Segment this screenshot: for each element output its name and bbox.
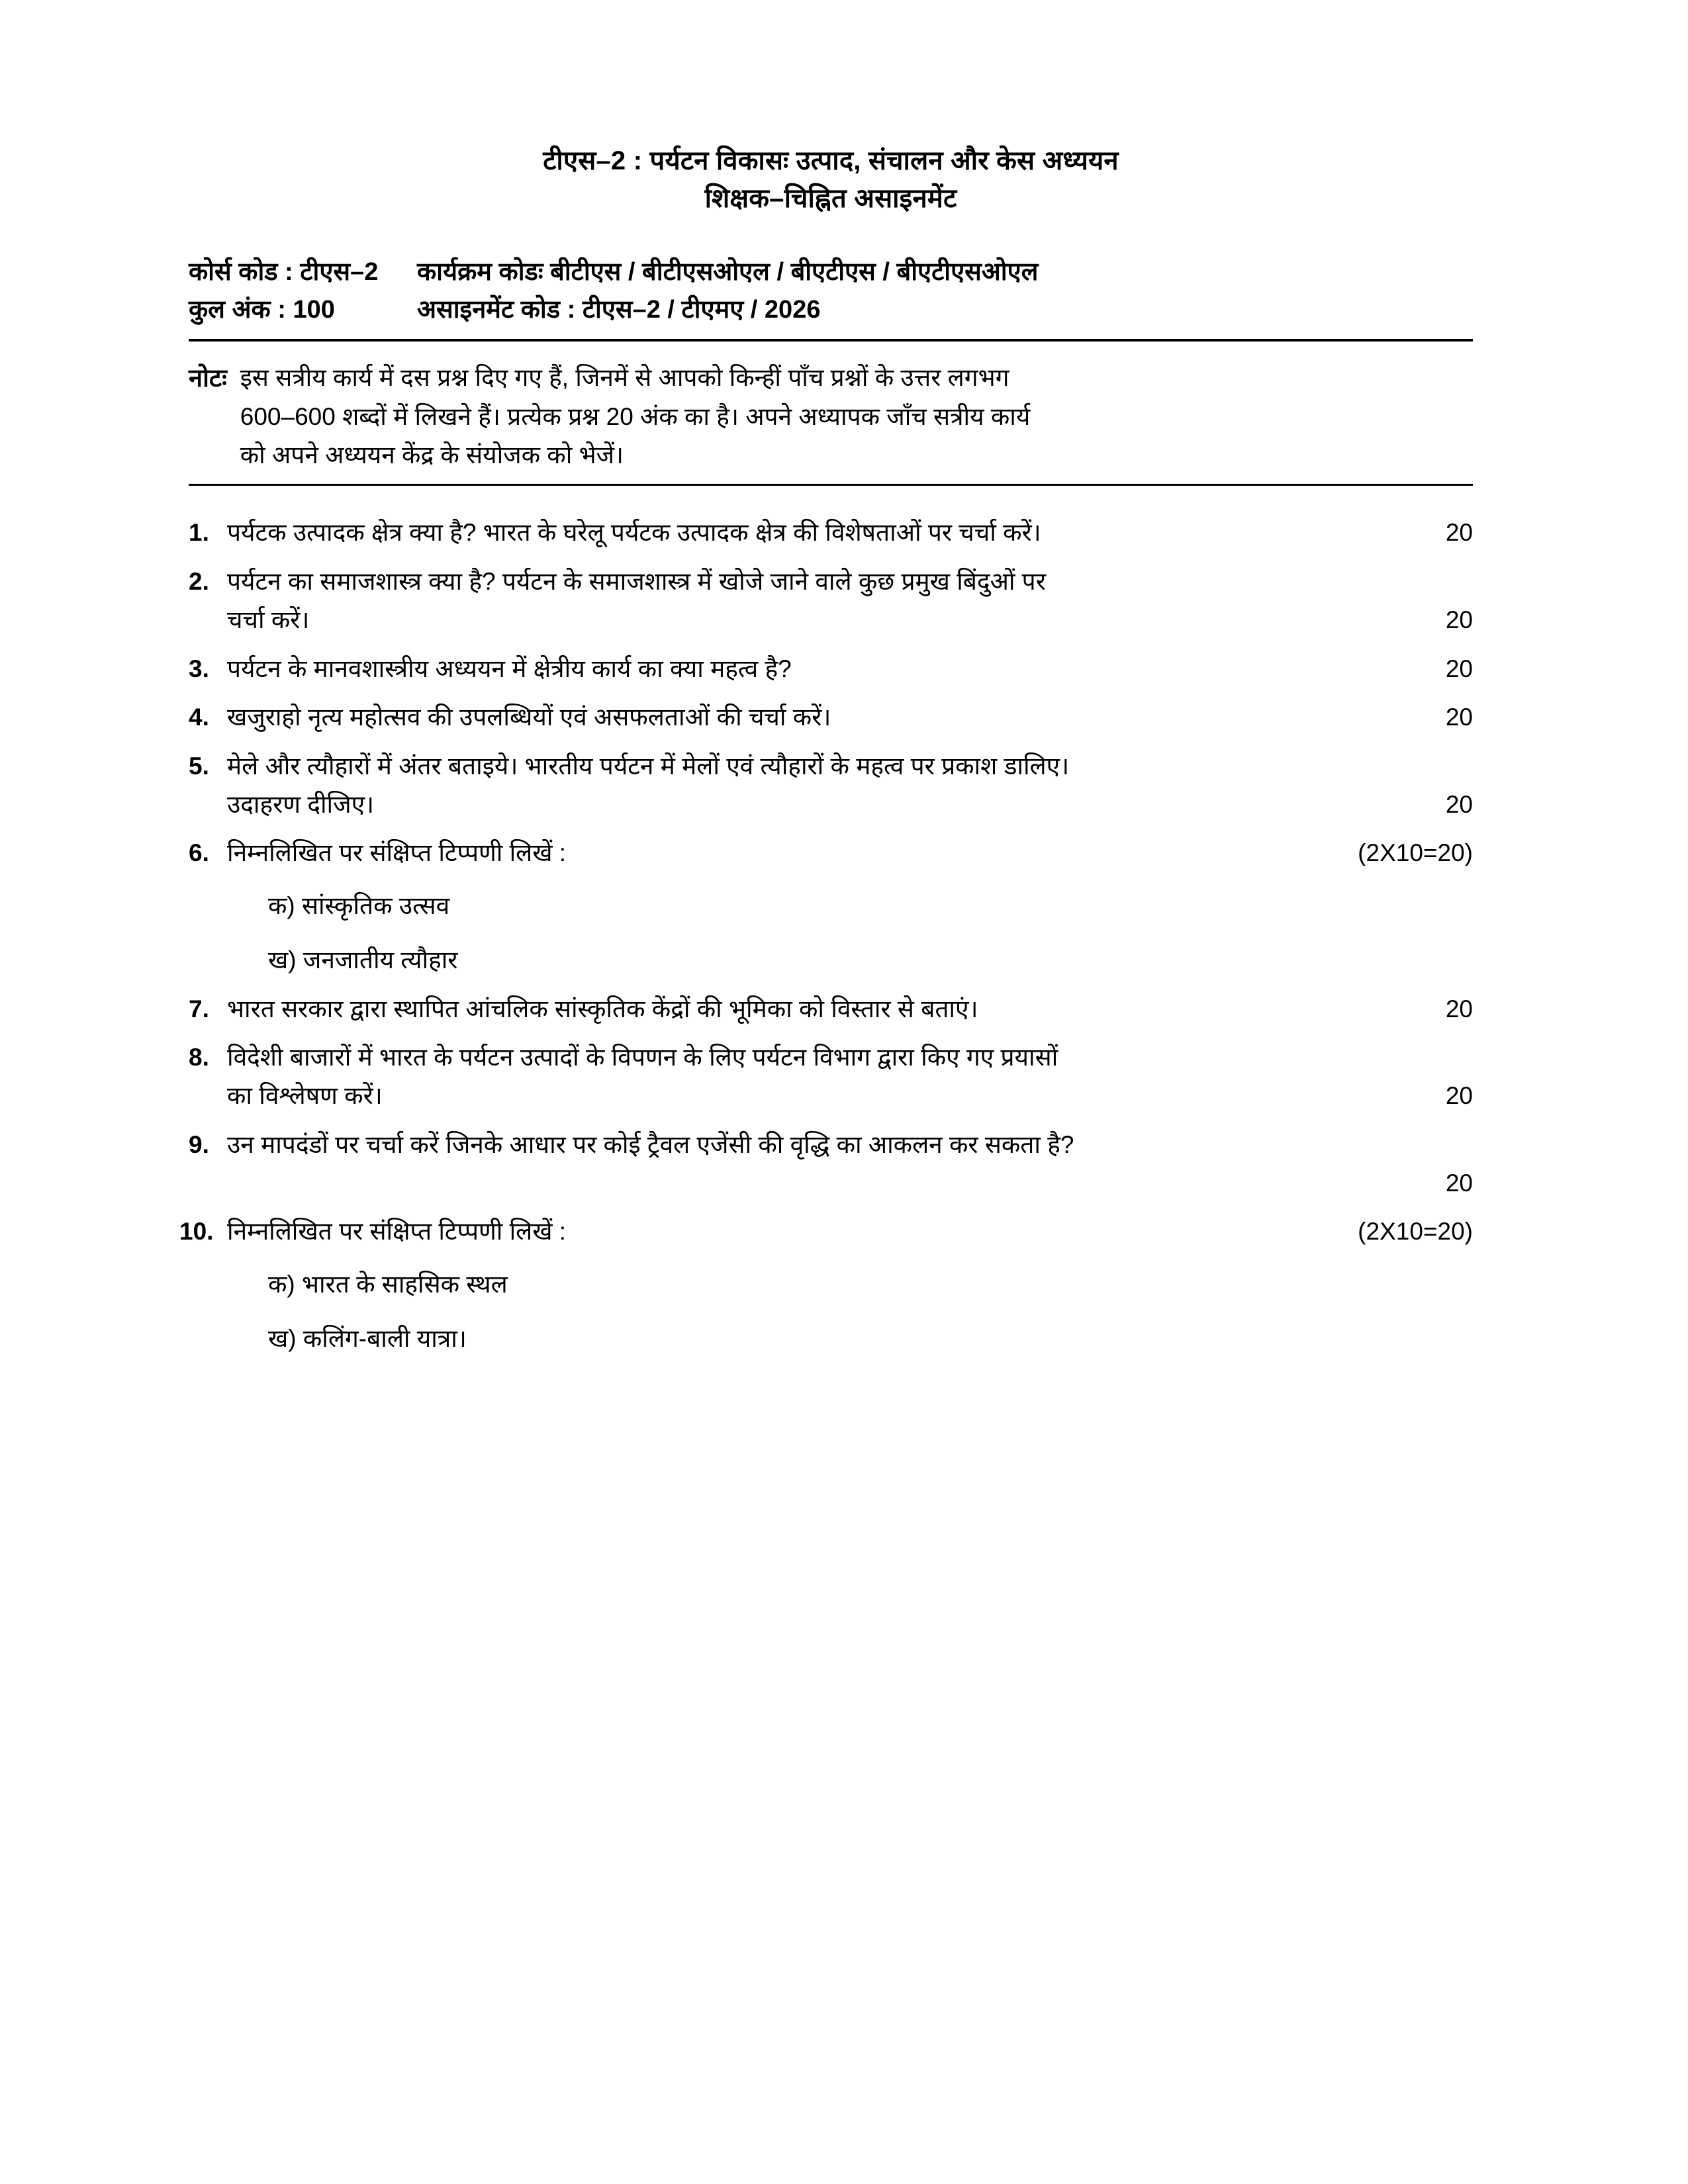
question-number: 10. — [179, 1218, 214, 1246]
question-text: चर्चा करें। — [227, 606, 310, 633]
question-item — [189, 650, 1473, 688]
question-list — [179, 514, 1473, 1357]
title-line-1: टीएस–2 : पर्यटन विकासः उत्पाद, संचालन और केस अध्ययन — [543, 146, 1119, 175]
code-row-2 — [189, 291, 1473, 330]
question-text: मेले और त्यौहारों में अंतर बताइये। भारतीय पर्यटन में मेलों एवं त्यौहारों के महत्व पर प्रकाश डालिए। — [227, 752, 1070, 780]
question-body — [227, 1212, 1473, 1357]
divider-top — [189, 339, 1473, 341]
program-code: कार्यक्रम कोडः बीटीएस / बीटीएसओएल / बीएटीएस / बीएटीएसओएल — [417, 257, 1039, 286]
code-block — [189, 253, 1473, 330]
question-line — [227, 834, 1473, 872]
note-label: नोटः — [189, 365, 227, 393]
question-line — [227, 1164, 1473, 1203]
question-body — [227, 1126, 1473, 1202]
question-body — [227, 514, 1473, 552]
question-text: खजुराहो नृत्य महोत्सव की उपलब्धियों एवं असफलताओं की चर्चा करें। — [227, 704, 831, 731]
note-line: को अपने अध्ययन केंद्र के संयोजक को भेजें। — [240, 441, 624, 469]
question-line — [227, 698, 1473, 737]
question-body — [227, 698, 1473, 737]
question-body — [227, 1038, 1473, 1115]
question-marks: 20 — [1445, 704, 1473, 731]
question-subitem: ख) कलिंग-बाली यात्रा। — [268, 1324, 467, 1352]
question-item — [189, 747, 1473, 823]
question-body — [227, 563, 1473, 639]
question-line — [227, 990, 1473, 1028]
question-subitem: ख) जनजातीय त्यौहार — [268, 946, 458, 974]
question-marks: (2X10=20) — [1358, 839, 1473, 867]
question-number: 6. — [189, 839, 209, 867]
note-line: इस सत्रीय कार्य में दस प्रश्न दिए गए हैं, जिनमें से आपको किन्हीं पाँच प्रश्नों के उत्तर लगभग — [240, 364, 1009, 392]
question-subitem: क) सांस्कृतिक उत्सव — [268, 892, 450, 920]
question-marks: 20 — [1445, 519, 1473, 547]
question-item — [189, 698, 1473, 737]
question-line — [227, 1212, 1473, 1251]
question-marks: 20 — [1445, 1169, 1473, 1197]
question-text: का विश्लेषण करें। — [227, 1082, 383, 1110]
question-line — [227, 1126, 1473, 1164]
question-item — [179, 1212, 1473, 1357]
total-marks: कुल अंक : 100 — [189, 296, 335, 324]
question-marks: 20 — [1445, 790, 1473, 818]
question-number: 7. — [189, 995, 209, 1023]
divider-bottom — [189, 484, 1473, 486]
question-body — [227, 747, 1473, 823]
note-line: 600–600 शब्दों में लिखने हैं। प्रत्येक प्रश्न 20 अंक का है। अपने अध्यापक जाँच सत्रीय कार्य — [240, 402, 1031, 430]
question-item — [189, 990, 1473, 1028]
title-line-2: शिक्षक–चिह्नित असाइनमेंट — [704, 183, 957, 213]
question-text: निम्नलिखित पर संक्षिप्त टिप्पणी लिखें : — [227, 839, 567, 867]
question-line — [227, 1077, 1473, 1115]
question-subitem: क) भारत के साहसिक स्थल — [268, 1270, 508, 1298]
note-section — [189, 359, 1473, 475]
assignment-code: असाइनमेंट कोड : टीएस–2 / टीएमए / 2026 — [417, 296, 821, 324]
question-item — [189, 563, 1473, 639]
question-body — [227, 990, 1473, 1028]
question-line — [227, 747, 1473, 786]
question-item — [189, 1126, 1473, 1202]
question-number: 4. — [189, 704, 209, 731]
question-text: पर्यटन का समाजशास्त्र क्या है? पर्यटन के समाजशास्त्र में खोजे जाने वाले कुछ प्रमुख बिंदुओं पर — [227, 568, 1046, 596]
question-line — [227, 601, 1473, 639]
question-text: पर्यटन के मानवशास्त्रीय अध्ययन में क्षेत्रीय कार्य का क्या महत्व है? — [227, 655, 792, 682]
question-number: 2. — [189, 568, 209, 596]
question-text: भारत सरकार द्वारा स्थापित आंचलिक सांस्कृतिक केंद्रों की भूमिका को विस्तार से बताएं। — [227, 995, 978, 1023]
page-content — [179, 142, 1473, 1368]
question-item — [189, 514, 1473, 552]
question-item — [189, 1038, 1473, 1115]
question-number: 8. — [189, 1044, 209, 1071]
question-text: विदेशी बाजारों में भारत के पर्यटन उत्पादों के विपणन के लिए पर्यटन विभाग द्वारा किए गए प्रयासों — [227, 1044, 1058, 1071]
course-code: कोर्स कोड : टीएस–2 — [189, 257, 379, 286]
question-body — [227, 834, 1473, 979]
question-text: उन मापदंडों पर चर्चा करें जिनके आधार पर कोई ट्रैवल एजेंसी की वृद्धि का आकलन कर सकता है? — [227, 1130, 1074, 1158]
question-number: 1. — [189, 519, 209, 547]
question-marks: 20 — [1445, 606, 1473, 633]
question-text: निम्नलिखित पर संक्षिप्त टिप्पणी लिखें : — [227, 1218, 567, 1246]
question-marks: 20 — [1445, 1082, 1473, 1110]
question-number: 5. — [189, 752, 209, 780]
question-line — [227, 1038, 1473, 1077]
question-marks: 20 — [1445, 995, 1473, 1023]
question-item — [189, 834, 1473, 979]
question-line — [227, 650, 1473, 688]
question-line — [227, 514, 1473, 552]
question-marks: (2X10=20) — [1358, 1218, 1473, 1246]
question-number: 9. — [189, 1130, 209, 1158]
question-line — [227, 786, 1473, 824]
question-text: उदाहरण दीजिए। — [227, 790, 375, 818]
page-title — [189, 142, 1473, 218]
question-body — [227, 650, 1473, 688]
question-number: 3. — [189, 655, 209, 682]
question-line — [227, 563, 1473, 601]
note-body — [240, 359, 1473, 475]
code-row-1 — [189, 253, 1473, 292]
question-text: पर्यटक उत्पादक क्षेत्र क्या है? भारत के घरेलू पर्यटक उत्पादक क्षेत्र की विशेषताओं पर चर्चा करें। — [227, 519, 1041, 547]
question-marks: 20 — [1445, 655, 1473, 682]
